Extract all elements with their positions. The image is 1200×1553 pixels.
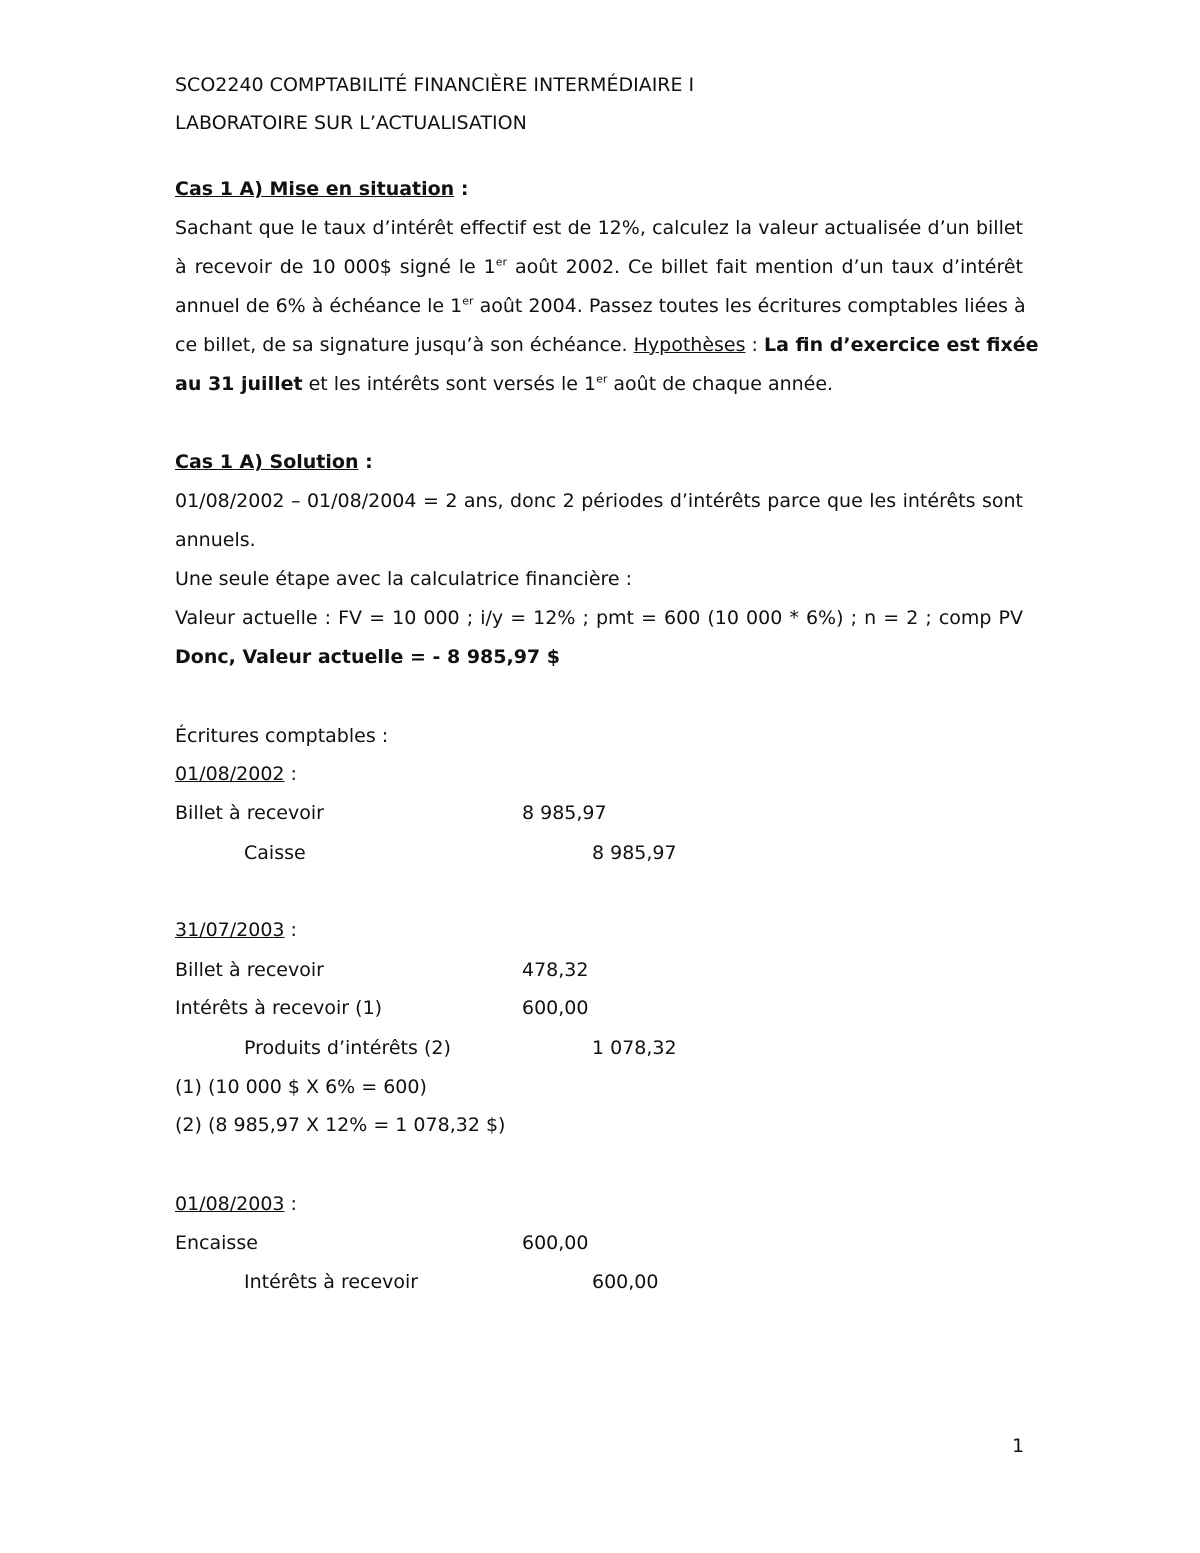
entry-debit-amount: 8 985,97: [522, 802, 607, 824]
situation-line-4-bold: La fin d’exercice est fixée: [764, 334, 1039, 356]
solution-heading: [175, 450, 373, 474]
entry-debit-label: Billet à recevoir: [175, 802, 324, 824]
entry-debit-amount: 600,00: [522, 997, 589, 1019]
entry-date: [175, 918, 297, 942]
entry-credit-amount: 1 078,32: [592, 1037, 677, 1059]
entry-date-colon: :: [284, 919, 297, 941]
situation-line-4: [175, 333, 1039, 357]
situation-line-5b: et les intérêts sont versés le 1: [302, 373, 597, 395]
situation-line-3a: annuel de 6% à échéance le 1: [175, 295, 463, 317]
situation-line-5: [175, 372, 833, 396]
situation-line-3: [175, 294, 1026, 318]
situation-heading: [175, 177, 468, 201]
entry-credit-amount: 8 985,97: [592, 842, 677, 864]
entry-credit-label: Caisse: [244, 842, 306, 864]
hypotheses-label: Hypothèses: [633, 334, 746, 356]
entry-credit-label: Produits d’intérêts (2): [244, 1037, 451, 1059]
situation-line-4a: ce billet, de sa signature jusqu’à son échéance.: [175, 334, 634, 356]
entry-date: [175, 1192, 297, 1216]
situation-heading-colon: :: [454, 178, 469, 200]
entry-date: [175, 762, 297, 786]
solution-line-3: Une seule étape avec la calculatrice financière :: [175, 568, 633, 590]
situation-line-2b: août 2002. Ce billet fait mention d’un taux d’intérêt: [507, 256, 1024, 278]
calculation-note-2: (2) (8 985,97 X 12% = 1 078,32 $): [175, 1114, 506, 1136]
entries-title: Écritures comptables :: [175, 725, 389, 747]
entry-date-colon: :: [284, 763, 297, 785]
situation-line-4b: :: [745, 334, 764, 356]
solution-heading-text: Cas 1 A) Solution: [175, 451, 359, 473]
situation-line-3b: août 2004. Passez toutes les écritures comptables liées à: [473, 295, 1026, 317]
entry-credit-label: Intérêts à recevoir: [244, 1271, 419, 1293]
superscript-er: er: [596, 372, 608, 386]
present-value-result: Donc, Valeur actuelle = - 8 985,97 $: [175, 646, 560, 668]
solution-heading-colon: :: [358, 451, 373, 473]
entry-debit-amount: 600,00: [522, 1232, 589, 1254]
entry-debit-label: Billet à recevoir: [175, 959, 324, 981]
calculation-note-1: (1) (10 000 $ X 6% = 600): [175, 1076, 427, 1098]
course-title: SCO2240 COMPTABILITÉ FINANCIÈRE INTERMÉDIAIRE I: [175, 74, 695, 96]
entry-debit-amount: 478,32: [522, 959, 589, 981]
entry-date-text: 01/08/2002: [175, 763, 285, 785]
lab-title: LABORATOIRE SUR L’ACTUALISATION: [175, 112, 527, 134]
entry-credit-amount: 600,00: [592, 1271, 659, 1293]
situation-line-2a: à recevoir de 10 000$ signé le 1: [175, 256, 496, 278]
situation-line-5c: août de chaque année.: [607, 373, 834, 395]
entry-date-text: 01/08/2003: [175, 1193, 285, 1215]
entry-date-colon: :: [284, 1193, 297, 1215]
solution-line-4: Valeur actuelle : FV = 10 000 ; i/y = 12% ; pmt = 600 (10 000 * 6%) ; n = 2 ; comp PV: [175, 607, 1023, 629]
entry-date-text: 31/07/2003: [175, 919, 285, 941]
situation-line-1: Sachant que le taux d’intérêt effectif est de 12%, calculez la valeur actualisée d’un billet: [175, 217, 1023, 239]
page-number: 1: [1012, 1435, 1025, 1457]
situation-line-5-bold: au 31 juillet: [175, 373, 303, 395]
entry-debit-label: Encaisse: [175, 1232, 258, 1254]
solution-line-1: 01/08/2002 – 01/08/2004 = 2 ans, donc 2 périodes d’intérêts parce que les intérêts sont: [175, 490, 1023, 512]
situation-line-2: [175, 255, 1023, 279]
superscript-er: er: [462, 294, 474, 308]
solution-line-2: annuels.: [175, 529, 256, 551]
superscript-er: er: [495, 255, 508, 269]
situation-heading-text: Cas 1 A) Mise en situation: [175, 178, 455, 200]
entry-debit-label: Intérêts à recevoir (1): [175, 997, 383, 1019]
